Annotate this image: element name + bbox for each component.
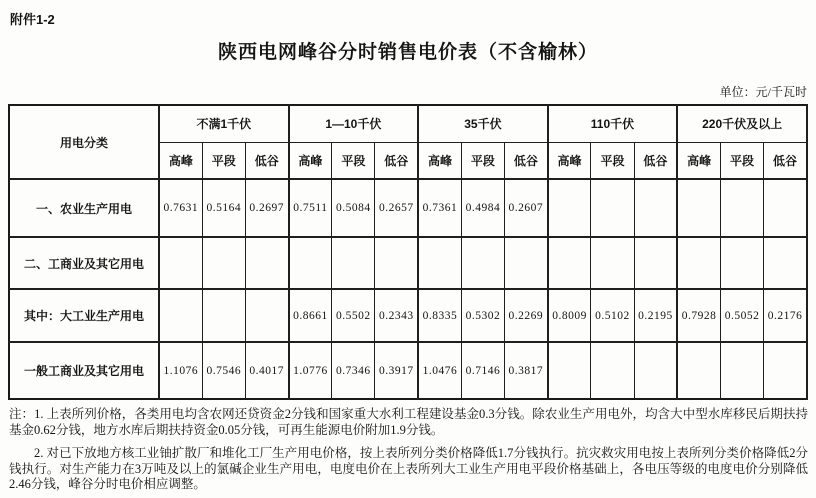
price-cell: 0.4984 [461, 179, 504, 237]
price-table-container [8, 104, 808, 400]
table-row [9, 342, 807, 399]
period-header: 平段 [202, 142, 245, 179]
price-table [8, 104, 808, 400]
price-cell: 0.2269 [505, 289, 548, 342]
price-cell: 0.8661 [289, 289, 332, 342]
note-1: 注：1. 上表所列价格，各类用电均含农网还贷资金2分钱和国家重大水利工程建设基金0.3分钱。除农业生产用电外，均含大中型水库移民后期扶持基金0.62分钱，地方水库后期扶持资金0.05分钱，可再生能源电价附加1.9分钱。 [9, 407, 808, 437]
unit-label: 单位：元/千瓦时 [719, 85, 807, 99]
period-header: 低谷 [505, 142, 548, 179]
price-cell: 0.2343 [375, 289, 418, 342]
price-cell [634, 342, 677, 399]
price-cell [289, 237, 332, 289]
voltage-group-header: 不满1千伏 [159, 105, 289, 142]
price-cell: 0.2176 [764, 289, 807, 342]
price-cell [591, 179, 634, 237]
price-cell: 0.7146 [461, 342, 504, 399]
table-row [9, 237, 807, 289]
period-header: 低谷 [375, 142, 418, 179]
price-cell [764, 179, 807, 237]
price-cell [202, 237, 245, 289]
price-cell: 0.5502 [332, 289, 375, 342]
period-header: 低谷 [634, 142, 677, 179]
price-cell: 1.0476 [418, 342, 461, 399]
price-cell [375, 237, 418, 289]
price-cell: 0.8335 [418, 289, 461, 342]
price-cell [548, 179, 591, 237]
note-2: 2. 对已下放地方核工业铀扩散厂和堆化工厂生产用电价格，按上表所列分类价格降低1.7分钱执行。抗灾救灾用电按上表所列分类价格降低2分钱执行。对生产能力在3万吨及以上的氯碱企业生产用电，电度电价在上表所列大工业生产用电平段价格基础上，各电压等级的电度电价分别降低2.46分钱，峰谷分时电价相应调整。 [9, 446, 808, 491]
row-label: 一、农业生产用电 [9, 179, 159, 237]
price-cell: 0.7631 [159, 179, 202, 237]
period-header: 高峰 [289, 142, 332, 179]
price-cell: 0.5302 [461, 289, 504, 342]
price-cell: 0.7546 [202, 342, 245, 399]
usage-category-header: 用电分类 [9, 105, 159, 179]
period-header: 平段 [720, 142, 763, 179]
price-cell [202, 289, 245, 342]
price-cell [548, 342, 591, 399]
voltage-group-header: 1—10千伏 [289, 105, 419, 142]
price-cell [764, 342, 807, 399]
period-header: 高峰 [418, 142, 461, 179]
price-cell: 0.2657 [375, 179, 418, 237]
price-cell [764, 237, 807, 289]
price-cell [159, 289, 202, 342]
price-cell: 0.5084 [332, 179, 375, 237]
price-cell: 0.5164 [202, 179, 245, 237]
price-cell [634, 179, 677, 237]
table-row [9, 289, 807, 342]
price-cell: 0.5052 [720, 289, 763, 342]
period-header: 高峰 [159, 142, 202, 179]
price-cell [677, 179, 720, 237]
price-cell: 0.2195 [634, 289, 677, 342]
voltage-group-header: 35千伏 [418, 105, 548, 142]
voltage-group-header: 220千伏及以上 [677, 105, 807, 142]
price-cell [677, 237, 720, 289]
price-cell [245, 237, 288, 289]
price-cell [720, 179, 763, 237]
page-title: 陕西电网峰谷分时销售电价表（不含榆林） [217, 42, 598, 63]
price-cell: 0.8009 [548, 289, 591, 342]
price-cell [720, 237, 763, 289]
row-label: 其中：大工业生产用电 [9, 289, 159, 342]
voltage-group-header: 110千伏 [548, 105, 678, 142]
price-cell [461, 237, 504, 289]
price-cell: 0.4017 [245, 342, 288, 399]
period-header: 平段 [461, 142, 504, 179]
table-row [9, 179, 807, 237]
notes-section [9, 407, 808, 493]
price-cell: 0.3817 [505, 342, 548, 399]
period-header: 低谷 [245, 142, 288, 179]
price-cell: 0.5102 [591, 289, 634, 342]
period-header: 平段 [591, 142, 634, 179]
price-cell [720, 342, 763, 399]
price-cell: 0.2607 [505, 179, 548, 237]
price-cell [332, 237, 375, 289]
price-cell: 0.2697 [245, 179, 288, 237]
price-cell: 0.7361 [418, 179, 461, 237]
price-cell [591, 237, 634, 289]
period-header: 高峰 [548, 142, 591, 179]
price-cell: 0.7511 [289, 179, 332, 237]
price-cell [159, 237, 202, 289]
period-header: 低谷 [764, 142, 807, 179]
price-cell [634, 237, 677, 289]
price-cell: 0.7928 [677, 289, 720, 342]
period-header: 高峰 [677, 142, 720, 179]
price-cell [418, 237, 461, 289]
price-cell: 0.7346 [332, 342, 375, 399]
price-cell: 0.3917 [375, 342, 418, 399]
price-cell [245, 289, 288, 342]
price-cell [591, 342, 634, 399]
price-cell [505, 237, 548, 289]
price-cell: 1.0776 [289, 342, 332, 399]
price-cell [677, 342, 720, 399]
price-cell: 1.1076 [159, 342, 202, 399]
period-header: 平段 [332, 142, 375, 179]
row-label: 二、工商业及其它用电 [9, 237, 159, 289]
attachment-label: 附件1-2 [10, 12, 55, 27]
price-cell [548, 237, 591, 289]
row-label: 一般工商业及其它用电 [9, 342, 159, 399]
